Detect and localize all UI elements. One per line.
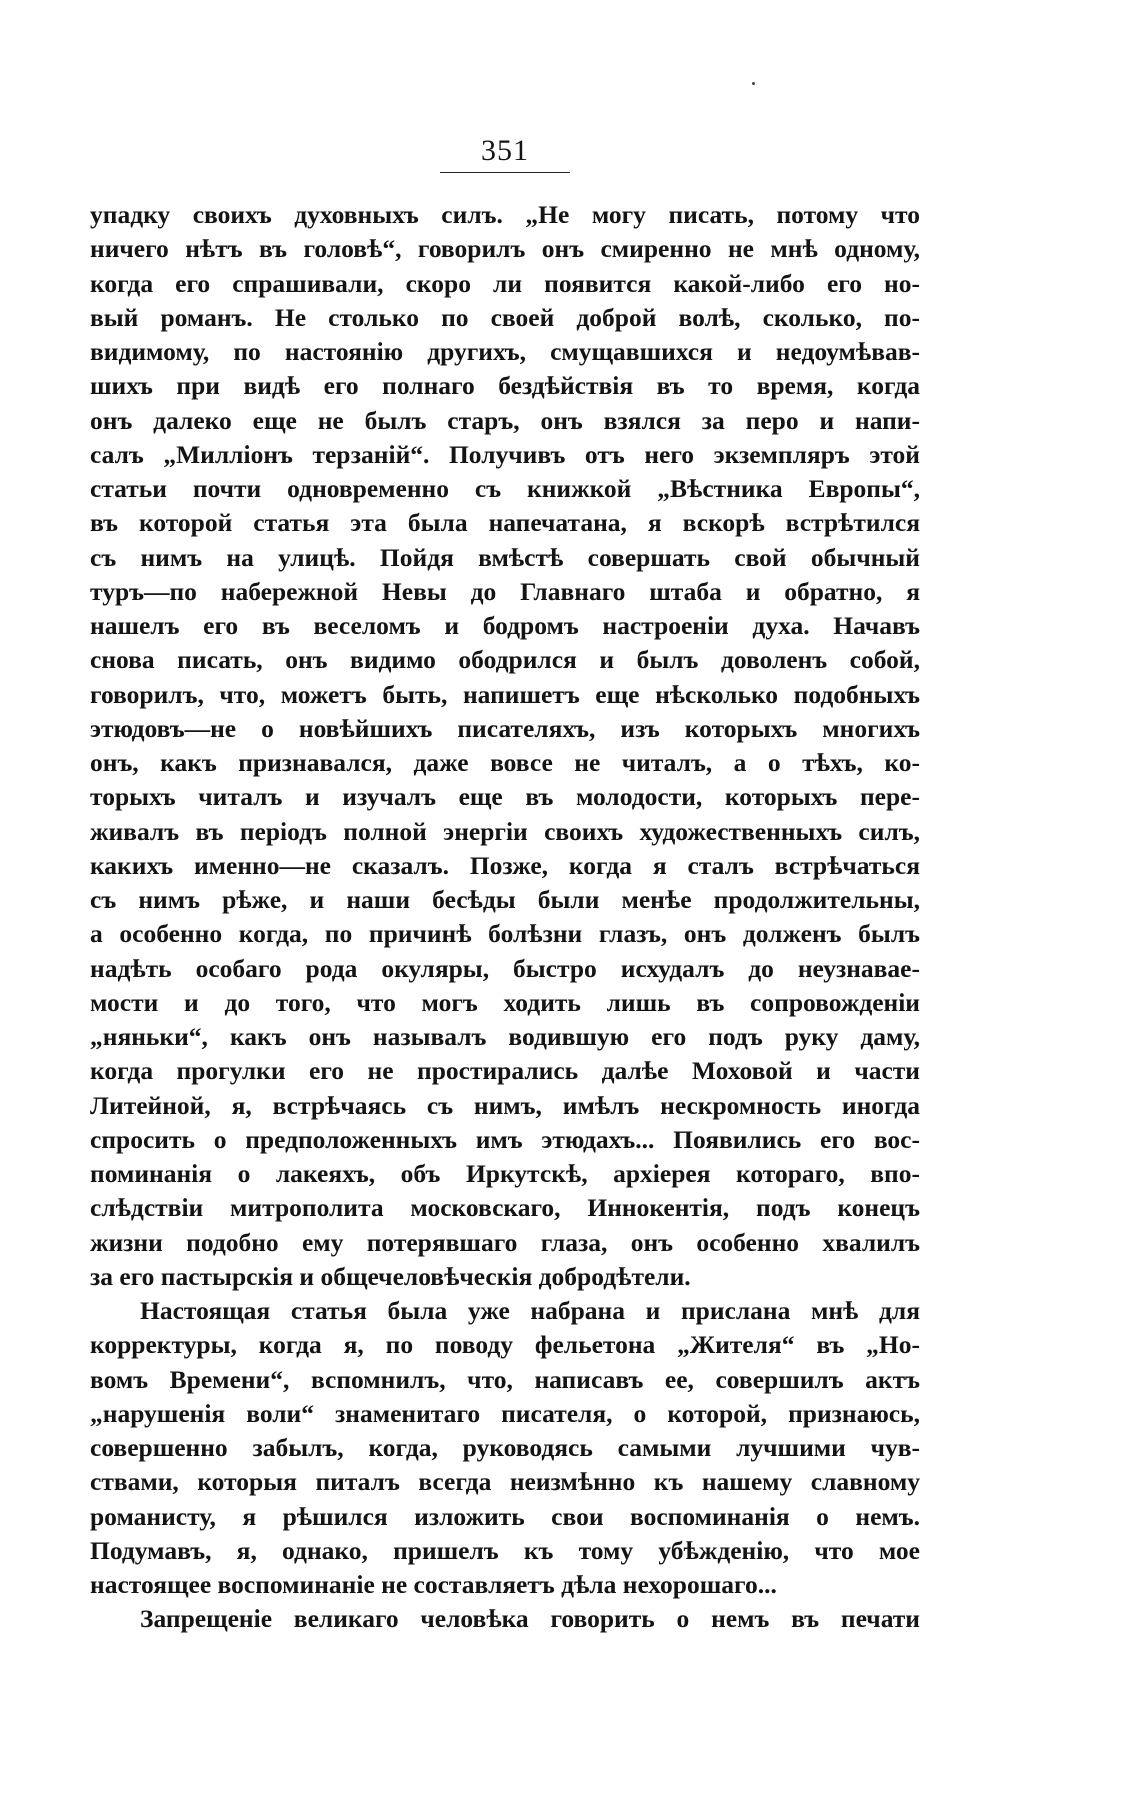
text-line: совершенно забылъ, когда, руководясь самыми лучшими чув- xyxy=(90,1433,920,1462)
page-number-rule xyxy=(440,172,570,173)
print-speck xyxy=(752,82,755,85)
text-line: живалъ въ періодъ полной энергіи своихъ художественныхъ силъ, xyxy=(90,816,920,846)
text-line: настоящее воспоминаніе не составляетъ дѣла нехорошаго... xyxy=(90,1570,777,1599)
text-line: салъ „Милліонъ терзаній“. Получивъ отъ него экземпляръ этой xyxy=(90,439,920,469)
text-line: поминанія о лакеяхъ, объ Иркутскѣ, архіерея котораго, впо- xyxy=(90,1159,920,1188)
text-line: видимому, по настоянію другихъ, смущавшихся и недоумѣвав- xyxy=(90,337,920,366)
text-line: этюдовъ—не о новѣйшихъ писателяхъ, изъ которыхъ многихъ xyxy=(90,713,920,743)
text-line: онъ далеко еще не былъ старъ, онъ взялся за перо и напи- xyxy=(90,405,920,435)
text-line: Настоящая статья была уже набрана и прислана мнѣ для xyxy=(140,1296,920,1325)
text-line: съ нимъ на улицѣ. Пойдя вмѣстѣ совершать свой обычный xyxy=(90,542,920,572)
text-line: спросить о предположенныхъ имъ этюдахъ... Появились его вос- xyxy=(90,1124,920,1154)
text-line: нашелъ его въ веселомъ и бодромъ настроеніи духа. Начавъ xyxy=(90,611,920,640)
text-line: въ которой статья эта была напечатана, я вскорѣ встрѣтился xyxy=(90,508,920,538)
text-line: „няньки“, какъ онъ называлъ водившую его подъ руку даму, xyxy=(90,1022,920,1051)
text-line: шихъ при видѣ его полнаго бездѣйствія въ то время, когда xyxy=(90,371,920,401)
text-line: мости и до того, что могъ ходить лишь въ сопровожденіи xyxy=(90,987,920,1017)
text-line: „нарушенія воли“ знаменитаго писателя, о которой, признаюсь, xyxy=(90,1398,920,1428)
text-line: вый романъ. Не столько по своей доброй волѣ, сколько, по- xyxy=(90,302,920,332)
text-line: какихъ именно—не сказалъ. Позже, когда я сталъ встрѣчаться xyxy=(90,850,920,880)
text-line: слѣдствіи митрополита московскаго, Иннокентія, подъ конецъ xyxy=(90,1193,920,1223)
body-text xyxy=(90,198,920,1637)
text-line: Подумавъ, я, однако, пришелъ къ тому убѣжденію, что мое xyxy=(90,1535,920,1565)
text-line: Литейной, я, встрѣчаясь съ нимъ, имѣлъ нескромность иногда xyxy=(90,1090,920,1120)
text-line: онъ, какъ признавался, даже вовсе не читалъ, а о тѣхъ, ко- xyxy=(90,748,920,777)
text-line: говорилъ, что, можетъ быть, напишетъ еще нѣсколько подобныхъ xyxy=(90,679,920,709)
text-line: снова писать, онъ видимо ободрился и былъ доволенъ собой, xyxy=(90,645,920,675)
text-line: ствами, которыя питалъ всегда неизмѣнно къ нашему славному xyxy=(90,1467,920,1497)
text-line: статьи почти одновременно съ книжкой „Вѣстника Европы“, xyxy=(90,474,920,503)
text-line: а особенно когда, по причинѣ болѣзни глазъ, онъ долженъ былъ xyxy=(90,919,920,949)
text-line: съ нимъ рѣже, и наши бесѣды были менѣе продолжительны, xyxy=(90,885,920,914)
text-line: надѣть особаго рода окуляры, быстро исхудалъ до неузнавае- xyxy=(90,953,920,983)
text-line: вомъ Времени“, вспомнилъ, что, написавъ ее, совершилъ актъ xyxy=(90,1364,920,1394)
text-line: когда прогулки его не простирались далѣе Моховой и части xyxy=(90,1056,920,1086)
text-line: за его пастырскія и общечеловѣческія добродѣтели. xyxy=(90,1261,691,1291)
text-line: жизни подобно ему потерявшаго глаза, онъ особенно хвалилъ xyxy=(90,1227,920,1257)
text-line: когда его спрашивали, скоро ли появится какой-либо его но- xyxy=(90,268,920,298)
text-line: ничего нѣтъ въ головѣ“, говорилъ онъ смиренно не мнѣ одному, xyxy=(90,234,920,264)
text-line: торыхъ читалъ и изучалъ еще въ молодости, которыхъ пере- xyxy=(90,782,920,812)
text-line: туръ—по набережной Невы до Главнаго штаба и обратно, я xyxy=(90,576,920,606)
text-line: романисту, я рѣшился изложить свои воспоминанія о немъ. xyxy=(90,1501,920,1531)
text-line: упадку своихъ духовныхъ силъ. „Не могу писать, потому что xyxy=(90,200,920,229)
text-line: корректуры, когда я, по поводу фельетона „Жителя“ въ „Но- xyxy=(90,1330,920,1360)
text-line: Запрещеніе великаго человѣка говорить о немъ въ печати xyxy=(140,1604,920,1634)
page-number: 351 xyxy=(481,134,529,167)
